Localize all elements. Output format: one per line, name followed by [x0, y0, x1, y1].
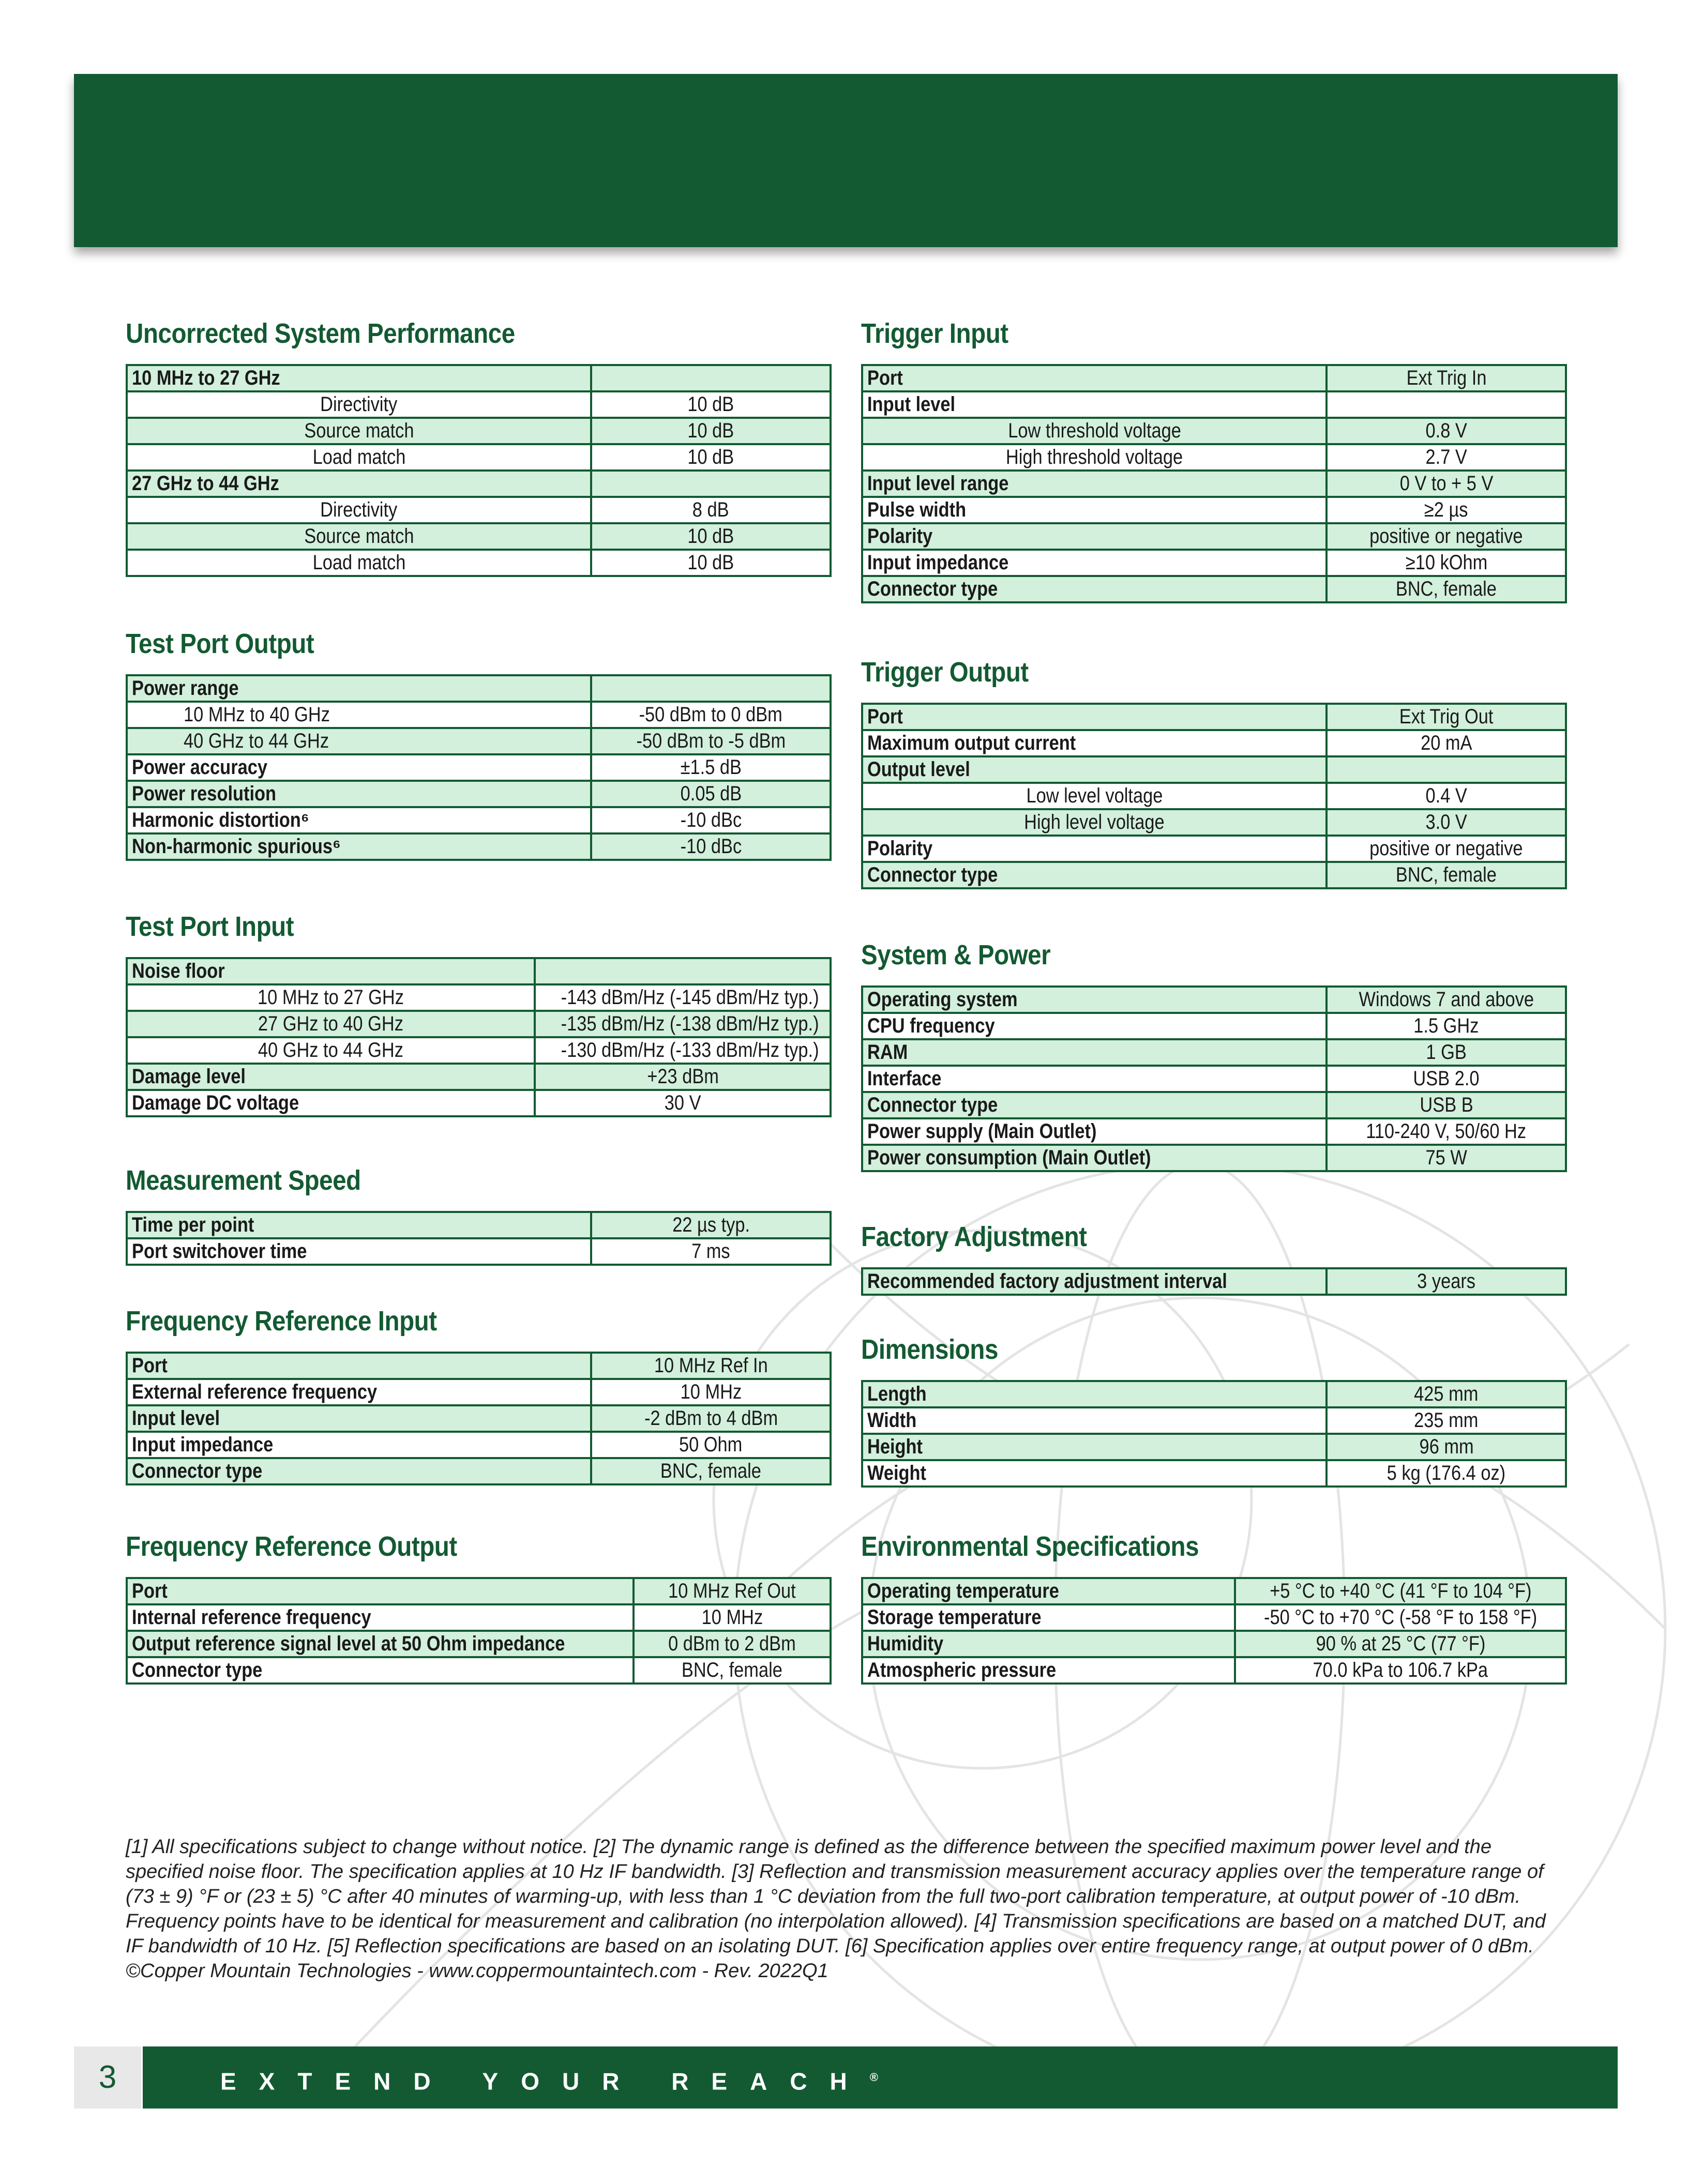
row-label: Input level [132, 1407, 220, 1430]
row-label: Load match [312, 446, 406, 468]
row-label: High threshold voltage [1005, 446, 1183, 468]
row-label: Width [867, 1409, 917, 1432]
table-row [127, 702, 831, 728]
table-row [862, 576, 1566, 602]
row-value: 7 ms [691, 1240, 730, 1263]
row-label: Operating system [867, 988, 1018, 1011]
freq-ref-output-section [126, 1529, 832, 1681]
system-power-table [861, 985, 1567, 1172]
row-label: External reference frequency [132, 1381, 378, 1403]
row-label: Recommended factory adjustment interval [867, 1270, 1227, 1293]
table-row [127, 1432, 831, 1458]
row-label: 10 MHz to 27 GHz [258, 986, 404, 1009]
dimensions-table [861, 1380, 1567, 1488]
row-label: Connector type [867, 578, 998, 600]
table-row [127, 984, 831, 1011]
row-label: Port [867, 705, 903, 728]
row-label: 10 MHz to 27 GHz [132, 367, 280, 389]
row-label: CPU frequency [867, 1014, 995, 1037]
header-band [74, 74, 1618, 247]
row-value: 10 dB [687, 525, 734, 548]
row-value: 1.5 GHz [1413, 1014, 1479, 1037]
table-row [862, 1013, 1566, 1039]
factory-adjustment-section [861, 1220, 1567, 1293]
table-row [127, 497, 831, 523]
row-label: Operating temperature [867, 1580, 1059, 1602]
footer-band [143, 2046, 1618, 2109]
table-row [862, 730, 1566, 756]
row-label: Low threshold voltage [1007, 419, 1181, 442]
section-title: Trigger Input [861, 318, 1008, 349]
table-row [862, 836, 1566, 862]
row-value: 3 years [1417, 1270, 1476, 1293]
row-label: High level voltage [1024, 811, 1165, 833]
row-value: 10 dB [687, 446, 734, 468]
row-value: positive or negative [1369, 837, 1523, 860]
row-label: Port [132, 1580, 168, 1602]
table-row [127, 1604, 831, 1631]
row-value: 96 mm [1419, 1435, 1474, 1458]
row-value: 10 MHz Ref In [654, 1354, 768, 1377]
row-value: 5 kg (176.4 oz) [1386, 1462, 1506, 1484]
table-row [127, 1011, 831, 1037]
table-row [127, 958, 831, 984]
row-value: 10 MHz [701, 1606, 763, 1629]
table-row [127, 833, 831, 860]
table-row [862, 391, 1566, 418]
row-label: Output level [867, 758, 970, 781]
row-value: 22 µs typ. [672, 1214, 750, 1236]
section-title: Uncorrected System Performance [126, 318, 515, 349]
section-title: Frequency Reference Output [126, 1531, 457, 1562]
row-label: Input level range [867, 472, 1009, 495]
row-label: Time per point [132, 1214, 254, 1236]
table-row [862, 1657, 1566, 1684]
table-row [127, 1064, 831, 1090]
table-row [127, 781, 831, 807]
row-value: BNC, female [660, 1460, 762, 1482]
test-port-output-table [126, 674, 832, 861]
row-value: +23 dBm [646, 1065, 719, 1088]
table-row [862, 1578, 1566, 1604]
environmental-section [861, 1529, 1567, 1681]
row-value: 10 dB [687, 419, 734, 442]
table-row [862, 1604, 1566, 1631]
row-label: Weight [867, 1462, 927, 1484]
row-value: 10 MHz [680, 1381, 742, 1403]
freq-ref-output-table [126, 1577, 832, 1685]
row-value: -10 dBc [680, 835, 742, 858]
test-port-input-section [126, 909, 832, 1114]
row-value: 10 dB [687, 393, 734, 416]
section-title: Factory Adjustment [861, 1221, 1087, 1252]
row-value: Ext Trig Out [1399, 705, 1494, 728]
row-value: 110-240 V, 50/60 Hz [1366, 1120, 1527, 1143]
table-row [127, 418, 831, 444]
row-label: 10 MHz to 40 GHz [184, 703, 330, 726]
table-row [862, 1092, 1566, 1118]
section-title: Trigger Output [861, 657, 1029, 688]
table-row [127, 1631, 831, 1657]
row-label: Port switchover time [132, 1240, 307, 1263]
row-label: Power resolution [132, 782, 277, 805]
row-label: Internal reference frequency [132, 1606, 371, 1629]
row-label: Output reference signal level at 50 Ohm impedance [132, 1632, 565, 1655]
row-label: Load match [312, 551, 406, 574]
table-row [862, 756, 1566, 783]
table-row [862, 550, 1566, 576]
row-value: +5 °C to +40 °C (41 °F to 104 °F) [1270, 1580, 1532, 1602]
row-value: 1 GB [1426, 1041, 1467, 1064]
row-label: Noise floor [132, 960, 225, 982]
table-row [127, 1379, 831, 1405]
row-value: ±1.5 dB [680, 756, 742, 779]
row-label: Polarity [867, 525, 933, 548]
table-row [862, 1434, 1566, 1460]
row-label: Directivity [320, 498, 398, 521]
row-label: 40 GHz to 44 GHz [184, 730, 329, 752]
row-label: Power consumption (Main Outlet) [867, 1146, 1151, 1169]
section-title: Frequency Reference Input [126, 1306, 437, 1337]
row-value: Windows 7 and above [1359, 988, 1534, 1011]
row-label: Damage DC voltage [132, 1091, 299, 1114]
section-title: System & Power [861, 939, 1051, 970]
table-row [127, 1657, 831, 1684]
row-label: Directivity [320, 393, 398, 416]
table-row [127, 444, 831, 471]
table-row [127, 1238, 831, 1265]
row-label: Source match [304, 419, 414, 442]
row-value: USB 2.0 [1413, 1067, 1480, 1090]
section-title: Environmental Specifications [861, 1531, 1199, 1562]
row-label: Connector type [132, 1659, 263, 1681]
row-label: Length [867, 1383, 927, 1405]
row-label: Power range [132, 677, 239, 700]
row-label: Power supply (Main Outlet) [867, 1120, 1097, 1143]
row-label: 27 GHz to 44 GHz [132, 472, 279, 495]
row-value: -50 °C to +70 °C (-58 °F to 158 °F) [1264, 1606, 1538, 1629]
row-value: 10 dB [687, 551, 734, 574]
table-row [127, 807, 831, 833]
row-label: Interface [867, 1067, 942, 1090]
table-row [862, 523, 1566, 550]
table-row [862, 1407, 1566, 1434]
row-label: Port [132, 1354, 168, 1377]
table-row [127, 1353, 831, 1379]
row-value: 0.8 V [1425, 419, 1467, 442]
table-row [862, 1066, 1566, 1092]
table-row [127, 1578, 831, 1604]
section-title: Test Port Input [126, 911, 294, 942]
row-label: Power accuracy [132, 756, 267, 779]
row-value: 3.0 V [1425, 811, 1467, 833]
freq-ref-input-section [126, 1304, 832, 1482]
row-label: Pulse width [867, 498, 967, 521]
row-label: Low level voltage [1026, 784, 1163, 807]
row-value: 20 mA [1420, 732, 1472, 754]
row-label: Storage temperature [867, 1606, 1042, 1629]
row-value: BNC, female [1396, 863, 1497, 886]
test-port-input-table [126, 957, 832, 1117]
measurement-speed-section [126, 1163, 832, 1263]
row-label: Input level [867, 393, 956, 416]
table-row [862, 862, 1566, 888]
row-value: 70.0 kPa to 106.7 kPa [1313, 1659, 1488, 1681]
freq-ref-input-table [126, 1352, 832, 1485]
table-row [862, 783, 1566, 809]
row-value: -143 dBm/Hz (-145 dBm/Hz typ.) [561, 986, 819, 1009]
row-value: ≥2 µs [1424, 498, 1468, 521]
factory-adjustment-table [861, 1267, 1567, 1296]
row-value: 2.7 V [1425, 446, 1467, 468]
row-value: -135 dBm/Hz (-138 dBm/Hz typ.) [561, 1012, 819, 1035]
dimensions-section [861, 1332, 1567, 1484]
row-value: -50 dBm to 0 dBm [639, 703, 783, 726]
row-label: Polarity [867, 837, 933, 860]
environmental-table [861, 1577, 1567, 1685]
row-label: Connector type [867, 863, 998, 886]
table-row [127, 365, 831, 391]
table-row [127, 471, 831, 497]
row-value: positive or negative [1369, 525, 1523, 548]
row-value: 75 W [1425, 1146, 1467, 1169]
table-row [127, 675, 831, 702]
table-row [862, 418, 1566, 444]
row-value: 8 dB [692, 498, 730, 521]
slogan-text: EXTEND YOUR REACH [220, 2068, 870, 2095]
table-row [862, 1118, 1566, 1145]
table-row [862, 1039, 1566, 1066]
row-value: 50 Ohm [679, 1433, 743, 1456]
page-number: 3 [74, 2046, 141, 2109]
row-label: Input impedance [867, 551, 1009, 574]
table-row [127, 754, 831, 781]
row-value: -50 dBm to -5 dBm [636, 730, 786, 752]
row-label: Port [867, 367, 903, 389]
row-value: -10 dBc [680, 809, 742, 831]
row-value: USB B [1419, 1094, 1473, 1116]
row-label: Connector type [867, 1094, 998, 1116]
row-value: 30 V [664, 1091, 701, 1114]
system-power-section [861, 938, 1567, 1169]
row-label: Connector type [132, 1460, 263, 1482]
slogan [220, 2046, 878, 2112]
row-value: 0 dBm to 2 dBm [668, 1632, 796, 1655]
row-value: -130 dBm/Hz (-133 dBm/Hz typ.) [561, 1039, 819, 1061]
table-row [862, 809, 1566, 836]
row-value: 425 mm [1414, 1383, 1479, 1405]
row-label: Non-harmonic spurious⁶ [132, 835, 341, 858]
table-row [862, 471, 1566, 497]
row-label: 40 GHz to 44 GHz [258, 1039, 404, 1061]
row-value: 0.05 dB [680, 782, 742, 805]
uncorrected-section [126, 316, 832, 574]
table-row [127, 1090, 831, 1116]
row-value: ≥10 kOhm [1405, 551, 1487, 574]
row-value: 0.4 V [1425, 784, 1467, 807]
row-label: Height [867, 1435, 923, 1458]
row-label: Damage level [132, 1065, 246, 1088]
measurement-speed-table [126, 1211, 832, 1266]
trigger-output-section [861, 655, 1567, 886]
row-value: BNC, female [1396, 578, 1497, 600]
trigger-input-table [861, 364, 1567, 603]
row-value: 10 MHz Ref Out [668, 1580, 796, 1602]
table-row [127, 550, 831, 576]
trigger-output-table [861, 703, 1567, 889]
table-row [127, 1037, 831, 1064]
row-label: Input impedance [132, 1433, 274, 1456]
table-row [127, 391, 831, 418]
row-label: Humidity [867, 1632, 944, 1655]
uncorrected-table [126, 364, 832, 577]
table-row [862, 1460, 1566, 1487]
row-label: RAM [867, 1041, 908, 1064]
table-row [127, 1405, 831, 1432]
table-row [862, 1268, 1566, 1295]
row-value: -2 dBm to 4 dBm [644, 1407, 778, 1430]
trademark-mark: ® [869, 2071, 878, 2084]
row-value: 90 % at 25 °C (77 °F) [1316, 1632, 1486, 1655]
table-row [127, 523, 831, 550]
section-title: Dimensions [861, 1334, 998, 1365]
row-value: Ext Trig In [1406, 367, 1487, 389]
trigger-input-section [861, 316, 1567, 600]
row-label: Harmonic distortion⁶ [132, 809, 309, 831]
table-row [862, 704, 1566, 730]
table-row [862, 365, 1566, 391]
section-title: Test Port Output [126, 628, 314, 659]
row-label: Atmospheric pressure [867, 1659, 1057, 1681]
footnote: [1] All specifications subject to change without notice. [2] The dynamic range is defined as the difference between the specified maximum power level and the specified noise floor. The specification applies at 10 Hz IF bandwidth. [3] Reflection and transmission measurement accuracy applies over the temperature range of (73 ± 9) °F or (23 ± 5) °C after 40 minutes of warming-up, with less than 1 °C deviation from the full two-port calibration temperature, at output power of -10 dBm. Frequency points have to be identical for measurement and calibration (no interpolation allowed). [4] Transmission specifications are based on a matched DUT, and IF bandwidth of 10 Hz. [5] Reflection specifications are based on an isolating DUT. [6] Specification applies over entire frequency range, at output power of 0 dBm. ©Copper Mountain Technologies - www.coppermountaintech.com - Rev. 2022Q1 [126, 1836, 1546, 1982]
row-value: 0 V to + 5 V [1399, 472, 1493, 495]
row-value: BNC, female [681, 1659, 782, 1681]
table-row [862, 444, 1566, 471]
table-row [862, 1631, 1566, 1657]
row-label: Maximum output current [867, 732, 1076, 754]
table-row [127, 728, 831, 754]
section-title: Measurement Speed [126, 1165, 361, 1196]
row-value: 235 mm [1414, 1409, 1479, 1432]
table-row [862, 987, 1566, 1013]
row-label: Source match [304, 525, 414, 548]
test-port-output-section [126, 627, 832, 858]
table-row [862, 497, 1566, 523]
table-row [862, 1381, 1566, 1407]
table-row [127, 1212, 831, 1238]
row-label: 27 GHz to 40 GHz [258, 1012, 404, 1035]
table-row [127, 1458, 831, 1484]
table-row [862, 1145, 1566, 1171]
